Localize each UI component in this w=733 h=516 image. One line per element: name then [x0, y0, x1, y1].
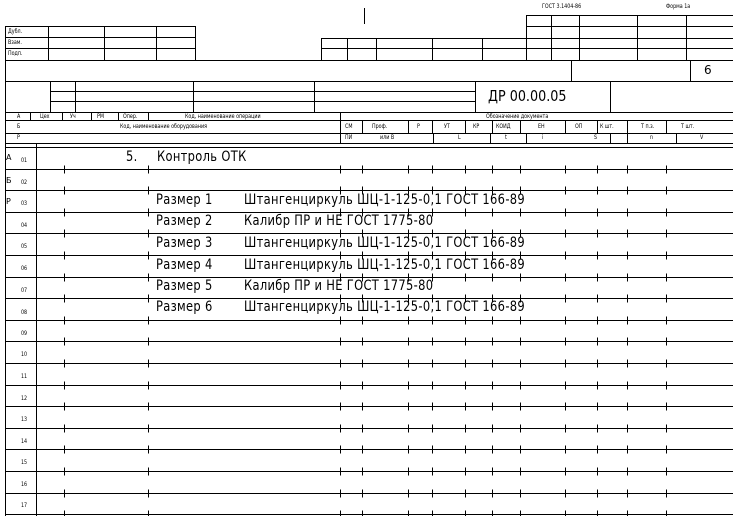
col-r: Р: [417, 123, 420, 130]
col-sm: СМ: [345, 123, 353, 130]
item-name: Размер 3: [156, 235, 213, 251]
row-num-11: 11: [21, 373, 28, 380]
operation-name: Контроль ОТК: [157, 149, 247, 165]
item-name: Размер 4: [156, 257, 213, 273]
col-a: А: [17, 113, 21, 120]
col-kr: КР: [473, 123, 480, 130]
col-en: ЕН: [538, 123, 545, 130]
col-ut: УТ: [444, 123, 450, 130]
row-num-05: 05: [21, 243, 28, 250]
dubl-label: Дубл.: [8, 28, 23, 35]
col-equipment: Код, наименование оборудования: [120, 123, 207, 130]
item-name: Размер 2: [156, 213, 213, 229]
vzam-label: Взам.: [8, 39, 22, 46]
col-rm: РМ: [97, 113, 105, 120]
row-num-03: 03: [21, 200, 28, 207]
col-i: i: [542, 134, 544, 141]
item-tool: Штангенциркуль ШЦ-1-125-0,1 ГОСТ 166-89: [244, 235, 526, 251]
col-uch: Уч: [70, 113, 76, 120]
col-pi: ПИ: [345, 134, 353, 141]
item-name: Размер 6: [156, 299, 213, 315]
row-label-b: Б: [6, 176, 12, 185]
col-op: ОП: [575, 123, 583, 130]
col-prof: Проф.: [372, 123, 388, 130]
row-num-07: 07: [21, 287, 28, 294]
row-num-08: 08: [21, 309, 28, 316]
row-num-10: 10: [21, 351, 28, 358]
row-num-16: 16: [21, 481, 28, 488]
gost-label: ГОСТ 3.1404-86: [542, 3, 582, 10]
sheet-number: 6: [704, 63, 712, 77]
col-doc-designation: Обозначение документа: [486, 113, 549, 120]
col-l: L: [458, 134, 461, 141]
col-t-sht: Т шт.: [681, 123, 695, 130]
col-t: t: [505, 134, 507, 141]
col-n: n: [650, 134, 654, 141]
col-ceh: Цех: [40, 113, 50, 120]
col-operation-name: Код, наименование операции: [185, 113, 261, 120]
row-num-13: 13: [21, 416, 28, 423]
row-num-15: 15: [21, 459, 28, 466]
col-k-sht: К шт.: [600, 123, 614, 130]
row-label-a: А: [6, 153, 12, 162]
item-tool: Штангенциркуль ШЦ-1-125-0,1 ГОСТ 166-89: [244, 192, 526, 208]
row-num-17: 17: [21, 502, 28, 509]
podp-label: Подп.: [8, 50, 23, 57]
doc-code: ДР 00.00.05: [488, 87, 567, 105]
item-tool: Штангенциркуль ШЦ-1-125-0,1 ГОСТ 166-89: [244, 299, 526, 315]
item-tool: Калибр ПР и НЕ ГОСТ 1775-80: [244, 213, 434, 229]
row-num-01: 01: [21, 157, 28, 164]
col-v: V: [700, 134, 704, 141]
operation-number: 5.: [126, 149, 138, 165]
row-num-02: 02: [21, 179, 28, 186]
row-label-r: Р: [6, 197, 11, 206]
col-koid: КОИД: [496, 123, 511, 130]
row-num-14: 14: [21, 438, 28, 445]
item-name: Размер 1: [156, 192, 213, 208]
col-p: Р: [17, 134, 20, 141]
row-num-06: 06: [21, 265, 28, 272]
row-num-09: 09: [21, 330, 28, 337]
item-tool: Штангенциркуль ШЦ-1-125-0,1 ГОСТ 166-89: [244, 257, 526, 273]
col-oper: Опер.: [123, 113, 138, 120]
col-b: Б: [17, 123, 21, 130]
item-name: Размер 5: [156, 278, 213, 294]
item-tool: Калибр ПР и НЕ ГОСТ 1775-80: [244, 278, 434, 294]
col-ili-v: или В: [380, 134, 395, 141]
row-num-04: 04: [21, 222, 28, 229]
col-t-pz: Т п.з.: [641, 123, 655, 130]
form-label: Форма 1а: [666, 3, 691, 10]
col-s: S: [594, 134, 598, 141]
row-num-12: 12: [21, 395, 28, 402]
